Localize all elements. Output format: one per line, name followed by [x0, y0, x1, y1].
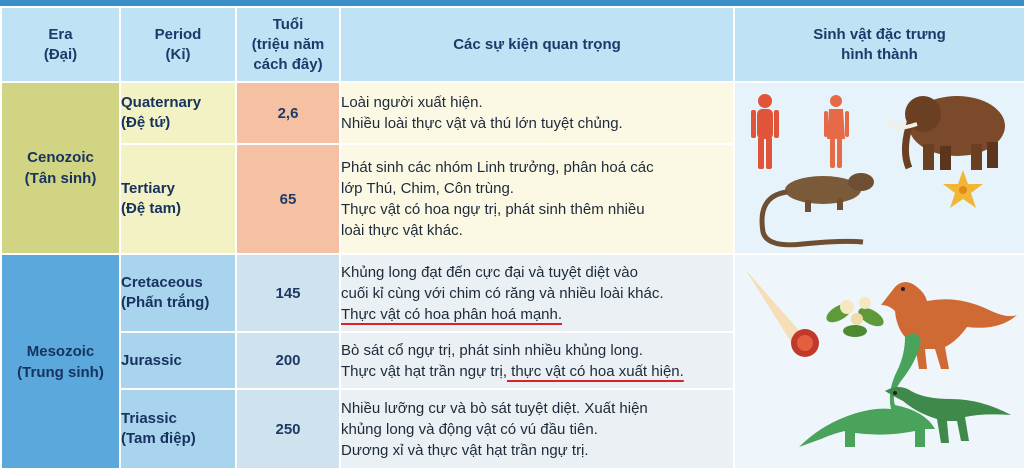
era-cenozoic: [1, 82, 120, 254]
header-age-line2: (triệu năm: [251, 35, 325, 53]
header-age-line1: Tuổi: [272, 15, 304, 33]
header-events: Các sự kiện quan trọng: [340, 7, 734, 82]
event-line: Nhiều loài thực vật và thú lớn tuyệt chủng.: [341, 115, 623, 132]
events-tertiary: [340, 144, 734, 254]
event-text: Thực vật hạt trần ngự trị,: [341, 362, 507, 380]
period-name: Quaternary: [121, 94, 202, 111]
human-female-figure: [824, 95, 849, 168]
header-era-vn: (Đại): [43, 45, 78, 63]
events-triassic: [340, 389, 734, 469]
human-male-figure: [751, 94, 779, 169]
row-cretaceous: [1, 254, 1024, 332]
period-quaternary: [120, 82, 236, 144]
header-period-vn: (Kỉ): [165, 45, 191, 63]
mesozoic-illustration: [735, 257, 1022, 467]
early-mammal: [762, 173, 874, 245]
period-vn-name: (Phấn trắng): [121, 294, 210, 311]
era-name: Mesozoic: [26, 342, 95, 360]
period-name: Triassic: [121, 410, 177, 427]
header-organisms-line2: hình thành: [841, 45, 918, 63]
event-line: [341, 361, 733, 382]
header-era-en: Era: [48, 25, 73, 43]
cenozoic-illustration: [735, 84, 1022, 252]
event-line: Thực vật có hoa ngự trị, phát sinh thêm nhiều: [341, 201, 645, 218]
header-organisms-line1: Sinh vật đặc trưng: [813, 25, 946, 43]
period-vn-name: (Đệ tứ): [121, 114, 171, 131]
header-period: [120, 7, 236, 82]
events-jurassic: [340, 332, 734, 389]
age-tertiary: 65: [236, 144, 340, 254]
header-row: [1, 7, 1024, 82]
period-vn-name: (Đệ tam): [121, 200, 182, 217]
organisms-cenozoic: [734, 82, 1024, 254]
period-jurassic: [120, 332, 236, 389]
header-age-line3: cách đây): [253, 55, 323, 73]
event-line-underlined: Thực vật có hoa phân hoá mạnh.: [341, 305, 563, 323]
period-name: Jurassic: [121, 351, 182, 369]
era-vn-name: (Trung sinh): [17, 363, 104, 381]
period-name: Tertiary: [121, 180, 175, 197]
events-cretaceous: [340, 254, 734, 332]
sauropod: [799, 333, 935, 446]
header-era: [1, 7, 120, 82]
age-triassic: 250: [236, 389, 340, 469]
period-vn-name: (Tam điệp): [121, 430, 196, 447]
feathered-dinosaur: [881, 282, 1017, 369]
header-organisms: [734, 7, 1024, 82]
event-line: Nhiều lưỡng cư và bò sát tuyệt diệt. Xuất hiện: [341, 399, 648, 417]
mammoth: [889, 96, 1005, 170]
flower: [943, 170, 983, 208]
age-quaternary: 2,6: [236, 82, 340, 144]
organisms-mesozoic: [734, 254, 1024, 469]
period-name: Cretaceous: [121, 274, 203, 291]
period-cretaceous: [120, 254, 236, 332]
event-line: Dương xỉ và thực vật hạt trần ngự trị.: [341, 441, 589, 459]
era-name: Cenozoic: [27, 149, 94, 166]
event-line: Bò sát cổ ngự trị, phát sinh nhiều khủng long.: [341, 341, 643, 359]
age-jurassic: 200: [236, 332, 340, 389]
event-line: Loài người xuất hiện.: [341, 94, 483, 111]
header-period-en: Period: [154, 25, 202, 43]
era-mesozoic: [1, 254, 120, 469]
event-line: lớp Thú, Chim, Côn trùng.: [341, 180, 514, 197]
period-tertiary: [120, 144, 236, 254]
age-cretaceous: 145: [236, 254, 340, 332]
event-text-underlined: thực vật có hoa xuất hiện.: [506, 362, 684, 380]
event-line: Khủng long đạt đến cực đại và tuyệt diệt vào: [341, 263, 638, 281]
era-vn-name: (Tân sinh): [24, 170, 97, 187]
period-triassic: [120, 389, 236, 469]
row-quaternary: [1, 82, 1024, 144]
event-line: cuối kỉ cùng với chim có răng và nhiều loài khác.: [341, 284, 664, 302]
event-line: khủng long và động vật có vú đầu tiên.: [341, 420, 598, 438]
event-line: loài thực vật khác.: [341, 222, 463, 239]
meteor: [745, 269, 819, 357]
events-quaternary: [340, 82, 734, 144]
header-age: [236, 7, 340, 82]
flowering-plant: [823, 297, 886, 337]
event-line: Phát sinh các nhóm Linh trưởng, phân hoá các: [341, 159, 654, 176]
geologic-time-table: [0, 6, 1024, 470]
